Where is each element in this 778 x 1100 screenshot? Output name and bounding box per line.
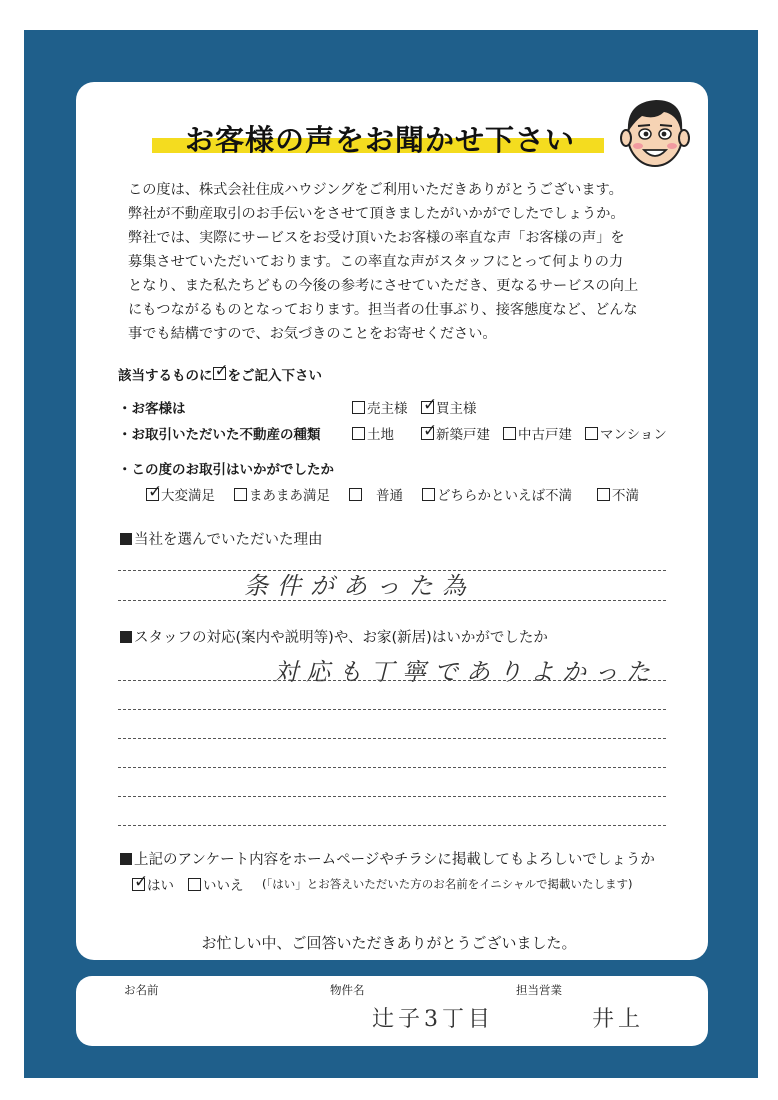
checkbox-checked[interactable] (421, 420, 438, 441)
checkbox[interactable] (188, 878, 201, 891)
check-mark-icon: ✓ (423, 394, 438, 415)
reason-heading (120, 528, 323, 549)
option-somewhat-satisfied[interactable] (234, 484, 330, 504)
consent-heading-text: 上記のアンケート内容をホームページやチラシに掲載してもよろしいでしょうか (134, 852, 655, 868)
staff-heading (120, 626, 548, 647)
bullet-square-icon (120, 631, 132, 643)
checkbox[interactable] (585, 427, 598, 440)
customer-label: ・お客様は (118, 401, 186, 417)
checkbox[interactable] (422, 488, 435, 501)
option-label: いいえ (203, 878, 244, 894)
intro-line: 事でも結構ですので、お気づきのことをお寄せください。 (128, 326, 497, 342)
thanks-message: お忙しい中、ご回答いただきありがとうございました。 (201, 934, 577, 952)
option-mansion[interactable] (585, 423, 667, 443)
staff-name-value[interactable]: 井上 (592, 1007, 645, 1032)
instruction-before: 該当するものに (118, 368, 213, 384)
satisfaction-label: ・この度のお取引はいかがでしたか (118, 462, 334, 478)
option-no[interactable] (188, 874, 244, 894)
checkbox[interactable] (352, 427, 365, 440)
checkbox-icon: ✓ (214, 361, 229, 381)
page-title: お客様の声をお聞かせ下さい (184, 123, 575, 157)
option-label: 中古戸建 (518, 427, 572, 443)
checkbox-checked[interactable] (421, 394, 438, 415)
instruction (118, 361, 322, 384)
option-yes[interactable] (132, 871, 174, 894)
intro-line: 弊社が不動産取引のお手伝いをさせて頂きましたがいかがでしたでしょうか。 (128, 206, 625, 222)
checkbox[interactable] (503, 427, 516, 440)
checkbox-checked[interactable] (146, 481, 163, 502)
consent-note: (「はい」とお答えいただいた方のお名前をイニシャルで掲載いたします) (262, 877, 633, 891)
option-label: 買主様 (436, 401, 477, 417)
reason-heading-text: 当社を選んでいただいた理由 (134, 532, 323, 548)
answer-line (118, 767, 666, 768)
option-label: 土地 (367, 427, 394, 443)
bullet-square-icon (120, 533, 132, 545)
option-very-satisfied[interactable] (146, 481, 215, 504)
property-name-value[interactable]: 辻子3丁目 (372, 1007, 494, 1032)
option-label: 新築戸建 (436, 427, 490, 443)
option-label: 大変満足 (161, 488, 215, 504)
check-mark-icon: ✓ (134, 871, 149, 892)
reason-answer[interactable]: 条件があった為 (244, 572, 475, 600)
intro-line: 弊社では、実際にサービスをお受け頂いたお客様の率直な声「お客様の声」を (128, 230, 625, 246)
smiling-man-face-icon (616, 92, 694, 170)
checkbox[interactable] (234, 488, 247, 501)
option-label: 売主様 (367, 401, 408, 417)
property-name-label: 物件名 (330, 983, 365, 997)
bullet-square-icon (120, 853, 132, 865)
staff-name-label: 担当営業 (516, 983, 562, 997)
option-used-house[interactable] (503, 423, 572, 443)
answer-line (118, 680, 666, 681)
intro-text (128, 178, 683, 346)
answer-line (118, 600, 666, 601)
property-type-label: ・お取引いただいた不動産の種類 (118, 427, 321, 443)
option-seller[interactable] (352, 397, 408, 417)
option-new-house[interactable] (421, 420, 490, 443)
staff-heading-text: スタッフの対応(案内や説明等)や、お家(新居)はいかがでしたか (134, 630, 548, 646)
option-label: 不満 (612, 488, 639, 504)
staff-answer[interactable]: 対応も丁寧でありよかった (274, 658, 658, 686)
answer-line (118, 796, 666, 797)
answer-line (118, 738, 666, 739)
checkbox-checked[interactable] (132, 871, 149, 892)
checkbox[interactable] (352, 401, 365, 414)
checkbox[interactable] (597, 488, 610, 501)
intro-line: 募集させていただいております。この率直な声がスタッフにとって何よりの力 (128, 254, 624, 270)
answer-line (118, 709, 666, 710)
option-label: はい (147, 878, 174, 894)
option-buyer[interactable] (421, 394, 477, 417)
option-label: どちらかといえば不満 (437, 488, 572, 504)
option-land[interactable] (352, 423, 394, 443)
option-label: まあまあ満足 (249, 488, 330, 504)
intro-line: となり、また私たちどもの今後の参考にさせていただき、更なるサービスの向上 (128, 278, 639, 294)
check-mark-icon: ✓ (148, 481, 163, 502)
option-label: 普通 (376, 488, 403, 504)
check-mark-icon: ✓ (423, 420, 438, 441)
instruction-after: をご記入下さい (227, 368, 322, 384)
answer-line (118, 825, 666, 826)
option-somewhat-dissatisfied[interactable] (422, 484, 572, 504)
checkbox[interactable] (349, 488, 362, 501)
intro-line: にもつながるものとなっております。担当者の仕事ぶり、接客態度など、どんな (128, 302, 638, 318)
name-label: お名前 (124, 983, 159, 997)
intro-line: この度は、株式会社住成ハウジングをご利用いただきありがとうございます。 (128, 182, 623, 198)
consent-heading (120, 848, 655, 869)
option-label: マンション (600, 427, 667, 443)
option-dissatisfied[interactable] (597, 484, 639, 504)
option-normal[interactable] (349, 484, 403, 504)
